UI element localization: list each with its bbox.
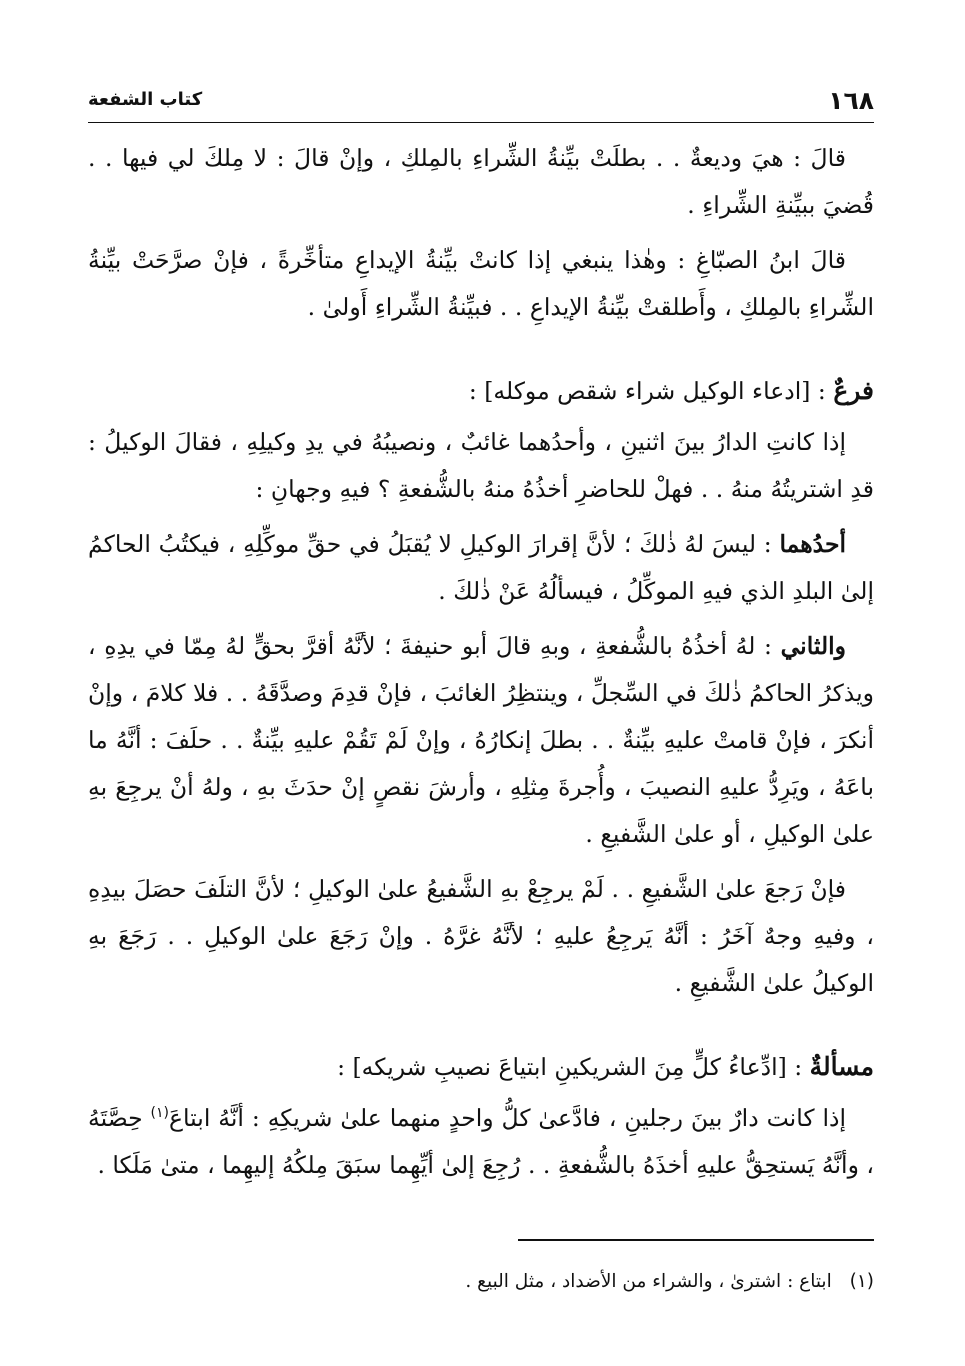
body-text (88, 135, 874, 1197)
masala-label: مسألةٌ (809, 1052, 874, 1081)
book-page (88, 82, 874, 1312)
page-number: ١٦٨ (828, 86, 874, 115)
running-title: كتاب الشفعة (88, 89, 203, 110)
paragraph-6: فإنْ رَجعَ علىٰ الشَّفيعِ . . لَمْ يرجِعْ بهِ الشَّفيعُ علىٰ الوكيلِ ؛ لأنَّ التلَفَ حصَلَ بيدِهِ ، وفيهِ وجهٌ آخَرُ : أنَّهُ يَرجِعُ عليهِ ؛ لأنَّهُ غرَّهُ . وإنْ رَجَعَ علىٰ الوكيلِ . . رَجَعَ بهِ الوكيلُ علىٰ الشَّفيعِ . (88, 875, 874, 997)
paragraph-7 (88, 1095, 874, 1189)
paragraph-3: إذا كانتِ الدارُ بينَ اثنينِ ، وأحدُهما غائبٌ ، ونصيبُهُ في يدِ وكيلِهِ ، فقالَ الوكيلُ : قدِ اشتريتُهُ منهُ . . فهلْ للحاضرِ أخذُهُ منهُ بالشُّفعةِ ؟ فيهِ وجهانِ : (88, 428, 874, 503)
paragraph-4-text: : ليسَ لهُ ذٰلكَ ؛ لأنَّ إقرارَ الوكيلِ لا يُقبَلُ في حقِّ موكِّلِهِ ، فيكتُبُ الحاكمُ إلىٰ البلدِ الذي فيهِ الموكِّلُ ، فيسألُهُ عَنْ ذٰلكَ . (88, 530, 874, 605)
paragraph-7-text-a: إذا كانت دارٌ بينَ رجلينِ ، فادَّعىٰ كلُّ واحدٍ منهما علىٰ شريكِهِ : أنَّهُ ابتاعَ (169, 1104, 846, 1132)
paragraph-7-text-b: حِصَّتَهُ ، وأنَّهُ يَستحِقُّ عليهِ أخذَهُ بالشُّفعةِ . . رُجِعَ إلىٰ أيِّهِما سبَقَ مِلكُهُ إليهِما ، متىٰ مَلَكا . (88, 1104, 874, 1179)
paragraph-4 (88, 521, 874, 615)
paragraph-1: قالَ : هيَ وديعةٌ . . بطلَتْ بيِّنةُ الشِّراءِ بالمِلكِ ، وإنْ قالَ : لا مِلكَ لي فيها . . قُضيَ ببيِّنةِ الشِّراءِ . (88, 144, 874, 219)
paragraph-4-lead: أحدُهما (779, 530, 846, 558)
footnote-marker[interactable]: (١) (150, 1105, 169, 1122)
paragraph-5 (88, 623, 874, 858)
paragraph-5-lead: والثاني (780, 632, 846, 660)
paragraph-5-text: : لهُ أخذُهُ بالشُّفعةِ ، وبهِ قالَ أبو حنيفةَ ؛ لأنَّهُ أقرَّ بحقٍّ لهُ مِمّا في يدِهِ ، ويذكرُ الحاكمُ ذٰلكَ في السِّجلِّ ، وينتظِرُ الغائبَ ، فإنْ قدِمَ وصدَّقَهُ . . فلا كلامَ ، وإنْ أنكرَ ، فإنْ قامتْ عليهِ بيِّنةٌ . . بطلَ إنكارُهُ ، وإنْ لَمْ تَقُمْ عليهِ بيِّنةٌ . . حلَفَ : أنَّهُ ما باعَهُ ، ويَرِدُّ عليهِ النصيبَ ، وأُجرةَ مِثلِهِ ، وأرشَ نقصٍ إنْ حدَثَ بهِ ، ولهُ أنْ يرجِعَ بهِ علىٰ الوكيلِ ، أو علىٰ الشَّفيعِ . (88, 632, 874, 848)
footnote-divider (518, 1239, 874, 1241)
far-title: : [ادعاء الوكيل شراء شقص موكله] : (468, 377, 826, 405)
section-heading-masala (88, 1043, 874, 1091)
section-heading-far (88, 367, 874, 415)
footnote-number: (١) (849, 1271, 874, 1292)
masala-title: : [ادِّعاءُ كلٍّ مِنَ الشريكينِ ابتياعَ نصيبِ شريكه] : (337, 1053, 803, 1081)
far-label: فرعٌ (833, 376, 874, 405)
footnote (88, 1267, 874, 1297)
footnote-text: ابتاع : اشترىٰ ، والشراء من الأضداد ، مثل البيع . (465, 1271, 832, 1292)
page-header (88, 82, 874, 123)
paragraph-2: قالَ ابنُ الصبّاغِ : وهٰذا ينبغي إذا كانتْ بيِّنةُ الإيداعِ متأخِّرةً ، فإنْ صرَّحَتْ بيِّنةُ الشِّراءِ بالمِلكِ ، وأَطلقتْ بيِّنةُ الإيداعِ . . فبيِّنةُ الشِّراءِ أَولىٰ . (88, 246, 874, 321)
